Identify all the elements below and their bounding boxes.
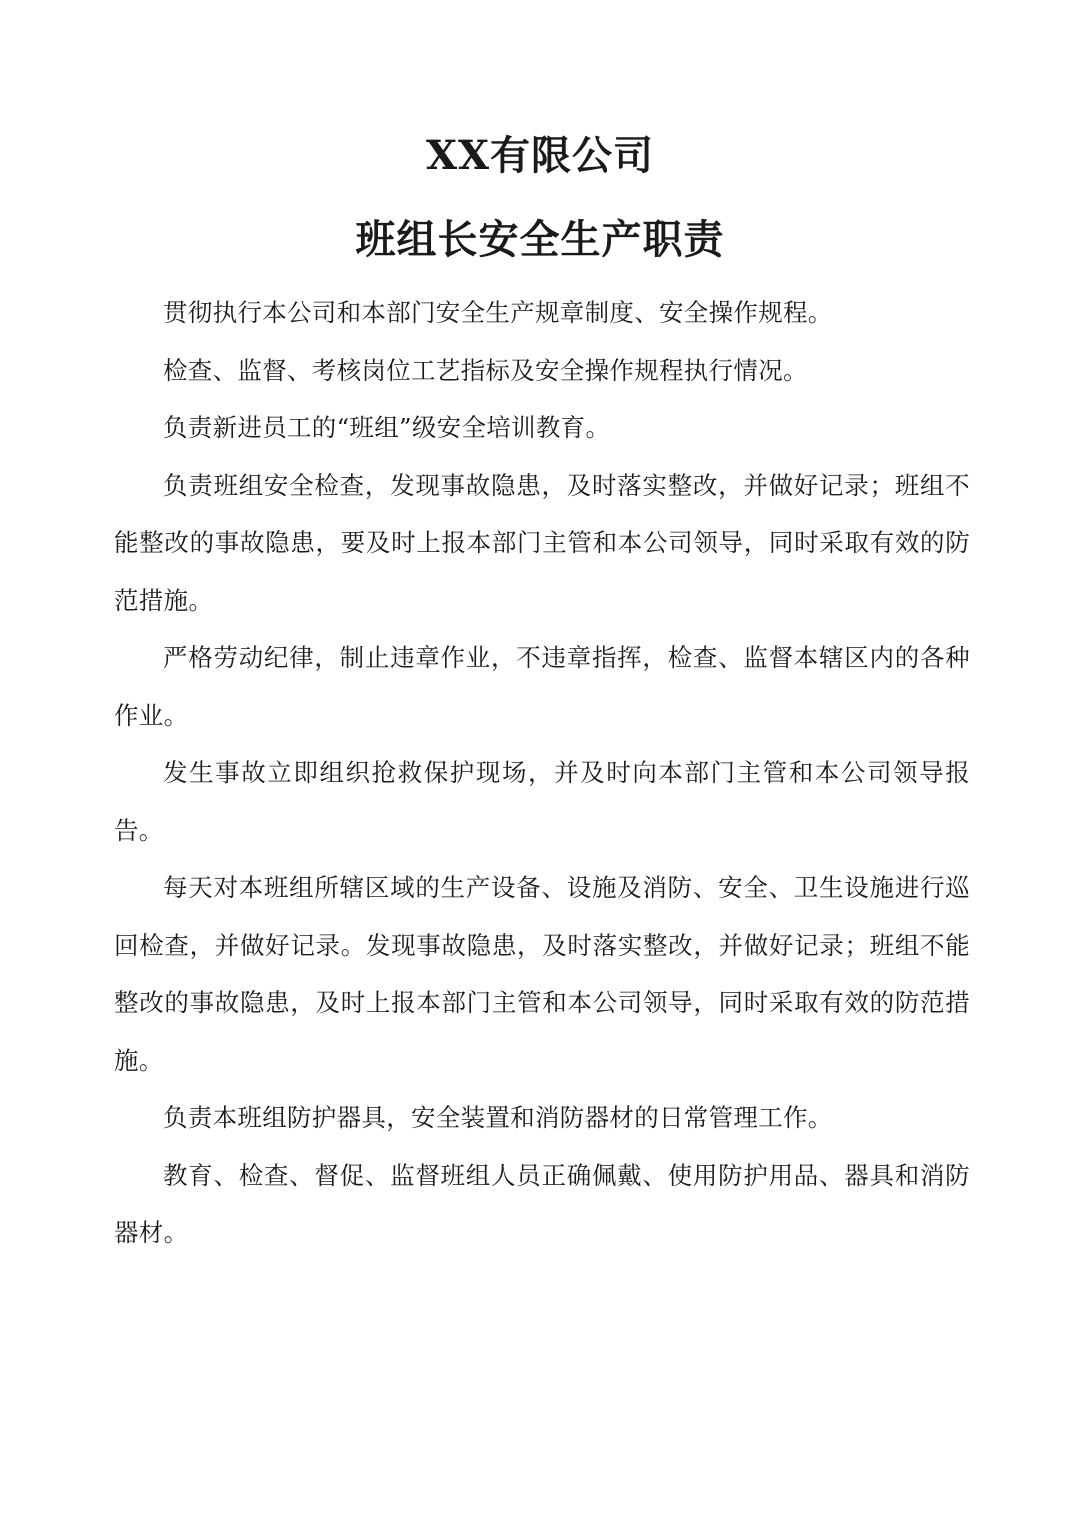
duty-paragraph-3: 负责新进员工的“班组”级安全培训教育。 [163, 413, 611, 442]
document-body [114, 284, 970, 1262]
company-name: XX有限公司 [425, 132, 655, 179]
duty-paragraph-8: 负责本班组防护器具，安全装置和消防器材的日常管理工作。 [163, 1103, 833, 1132]
document-title: 班组长安全生产职责 [355, 216, 725, 263]
duty-paragraph-4: 负责班组安全检查，发现事故隐患，及时落实整改，并做好记录；班组不能整改的事故隐患，要及时上报本部门主管和本公司领导，同时采取有效的防范措施。 [114, 470, 970, 615]
duty-paragraph-1: 贯彻执行本公司和本部门安全生产规章制度、安全操作规程。 [163, 298, 833, 327]
duty-paragraph-9: 教育、检查、督促、监督班组人员正确佩戴、使用防护用品、器具和消防器材。 [114, 1160, 970, 1247]
duty-paragraph-7: 每天对本班组所辖区域的生产设备、设施及消防、安全、卫生设施进行巡回检查，并做好记录。发现事故隐患，及时落实整改，并做好记录；班组不能整改的事故隐患，及时上报本部门主管和本公司领导，同时采取有效的防范措施。 [114, 873, 970, 1075]
duty-paragraph-6: 发生事故立即组织抢救保护现场，并及时向本部门主管和本公司领导报告。 [114, 758, 970, 845]
duty-paragraph-5: 严格劳动纪律，制止违章作业，不违章指挥，检查、监督本辖区内的各种作业。 [114, 643, 970, 730]
duty-paragraph-2: 检查、监督、考核岗位工艺指标及安全操作规程执行情况。 [163, 355, 808, 385]
